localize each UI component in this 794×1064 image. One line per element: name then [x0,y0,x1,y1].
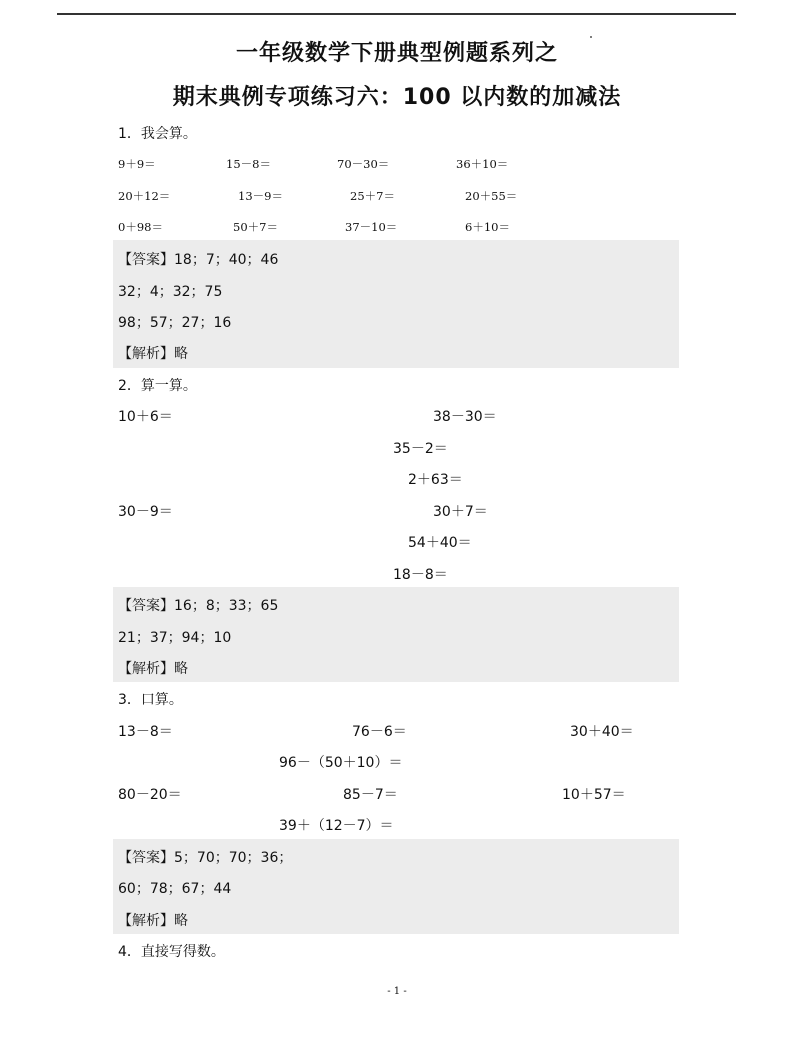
q1-answer-line: 【答案】18；7；40；46 [118,252,279,268]
q1-item: 20＋12＝ [118,189,171,203]
q3-item: 30＋40＝ [570,724,634,740]
q1-item: 25＋7＝ [350,189,395,203]
q1-item: 0＋98＝ [118,220,163,234]
q3-item: 10＋57＝ [562,787,626,803]
q1-item: 9＋9＝ [118,157,156,171]
q3-item: 76－6＝ [352,724,407,740]
q3-heading: 3．口算。 [118,692,183,708]
title-line-2: 期末典例专项练习六：100 以内数的加减法 [172,85,622,110]
q2-heading: 2．算一算。 [118,378,197,394]
q2-answer-line: 【答案】16；8；33；65 [118,598,279,614]
q3-answer-line: 60；78；67；44 [118,881,232,897]
q2-item: 30－9＝ [118,504,173,520]
q4-heading: 4．直接写得数。 [118,944,225,960]
q2-item: 2＋63＝ [408,472,463,488]
q1-analysis: 【解析】略 [118,346,188,362]
top-rule [57,13,736,15]
q3-item: 13－8＝ [118,724,173,740]
q2-item: 35－2＝ [393,441,448,457]
q1-answer-line: 32；4；32；75 [118,284,223,300]
page-number: - 1 - [387,986,407,997]
q2-item: 30＋7＝ [433,504,488,520]
q1-item: 13－9＝ [238,189,283,203]
q3-item: 80－20＝ [118,787,182,803]
q1-item: 15－8＝ [226,157,271,171]
q1-item: 20＋55＝ [465,189,518,203]
q3-item: 39＋（12－7）＝ [279,818,394,834]
q2-answer-line: 21；37；94；10 [118,630,232,646]
q2-item: 38－30＝ [433,409,497,425]
q1-item: 70－30＝ [337,157,390,171]
title-line-1: 一年级数学下册典型例题系列之 [235,41,558,66]
q1-item: 37－10＝ [345,220,398,234]
q1-item: 50＋7＝ [233,220,278,234]
q3-answer-line: 【答案】5；70；70；36； [118,850,293,866]
q2-item: 18－8＝ [393,567,448,583]
q1-answer-line: 98；57；27；16 [118,315,232,331]
q2-item: 54＋40＝ [408,535,472,551]
q3-analysis: 【解析】略 [118,913,188,929]
q1-heading: 1．我会算。 [118,126,197,142]
q3-item: 85－7＝ [343,787,398,803]
q2-analysis: 【解析】略 [118,661,188,677]
q3-item: 96－（50＋10）＝ [279,755,403,771]
q1-item: 36＋10＝ [456,157,509,171]
q1-item: 6＋10＝ [465,220,510,234]
q2-item: 10＋6＝ [118,409,173,425]
